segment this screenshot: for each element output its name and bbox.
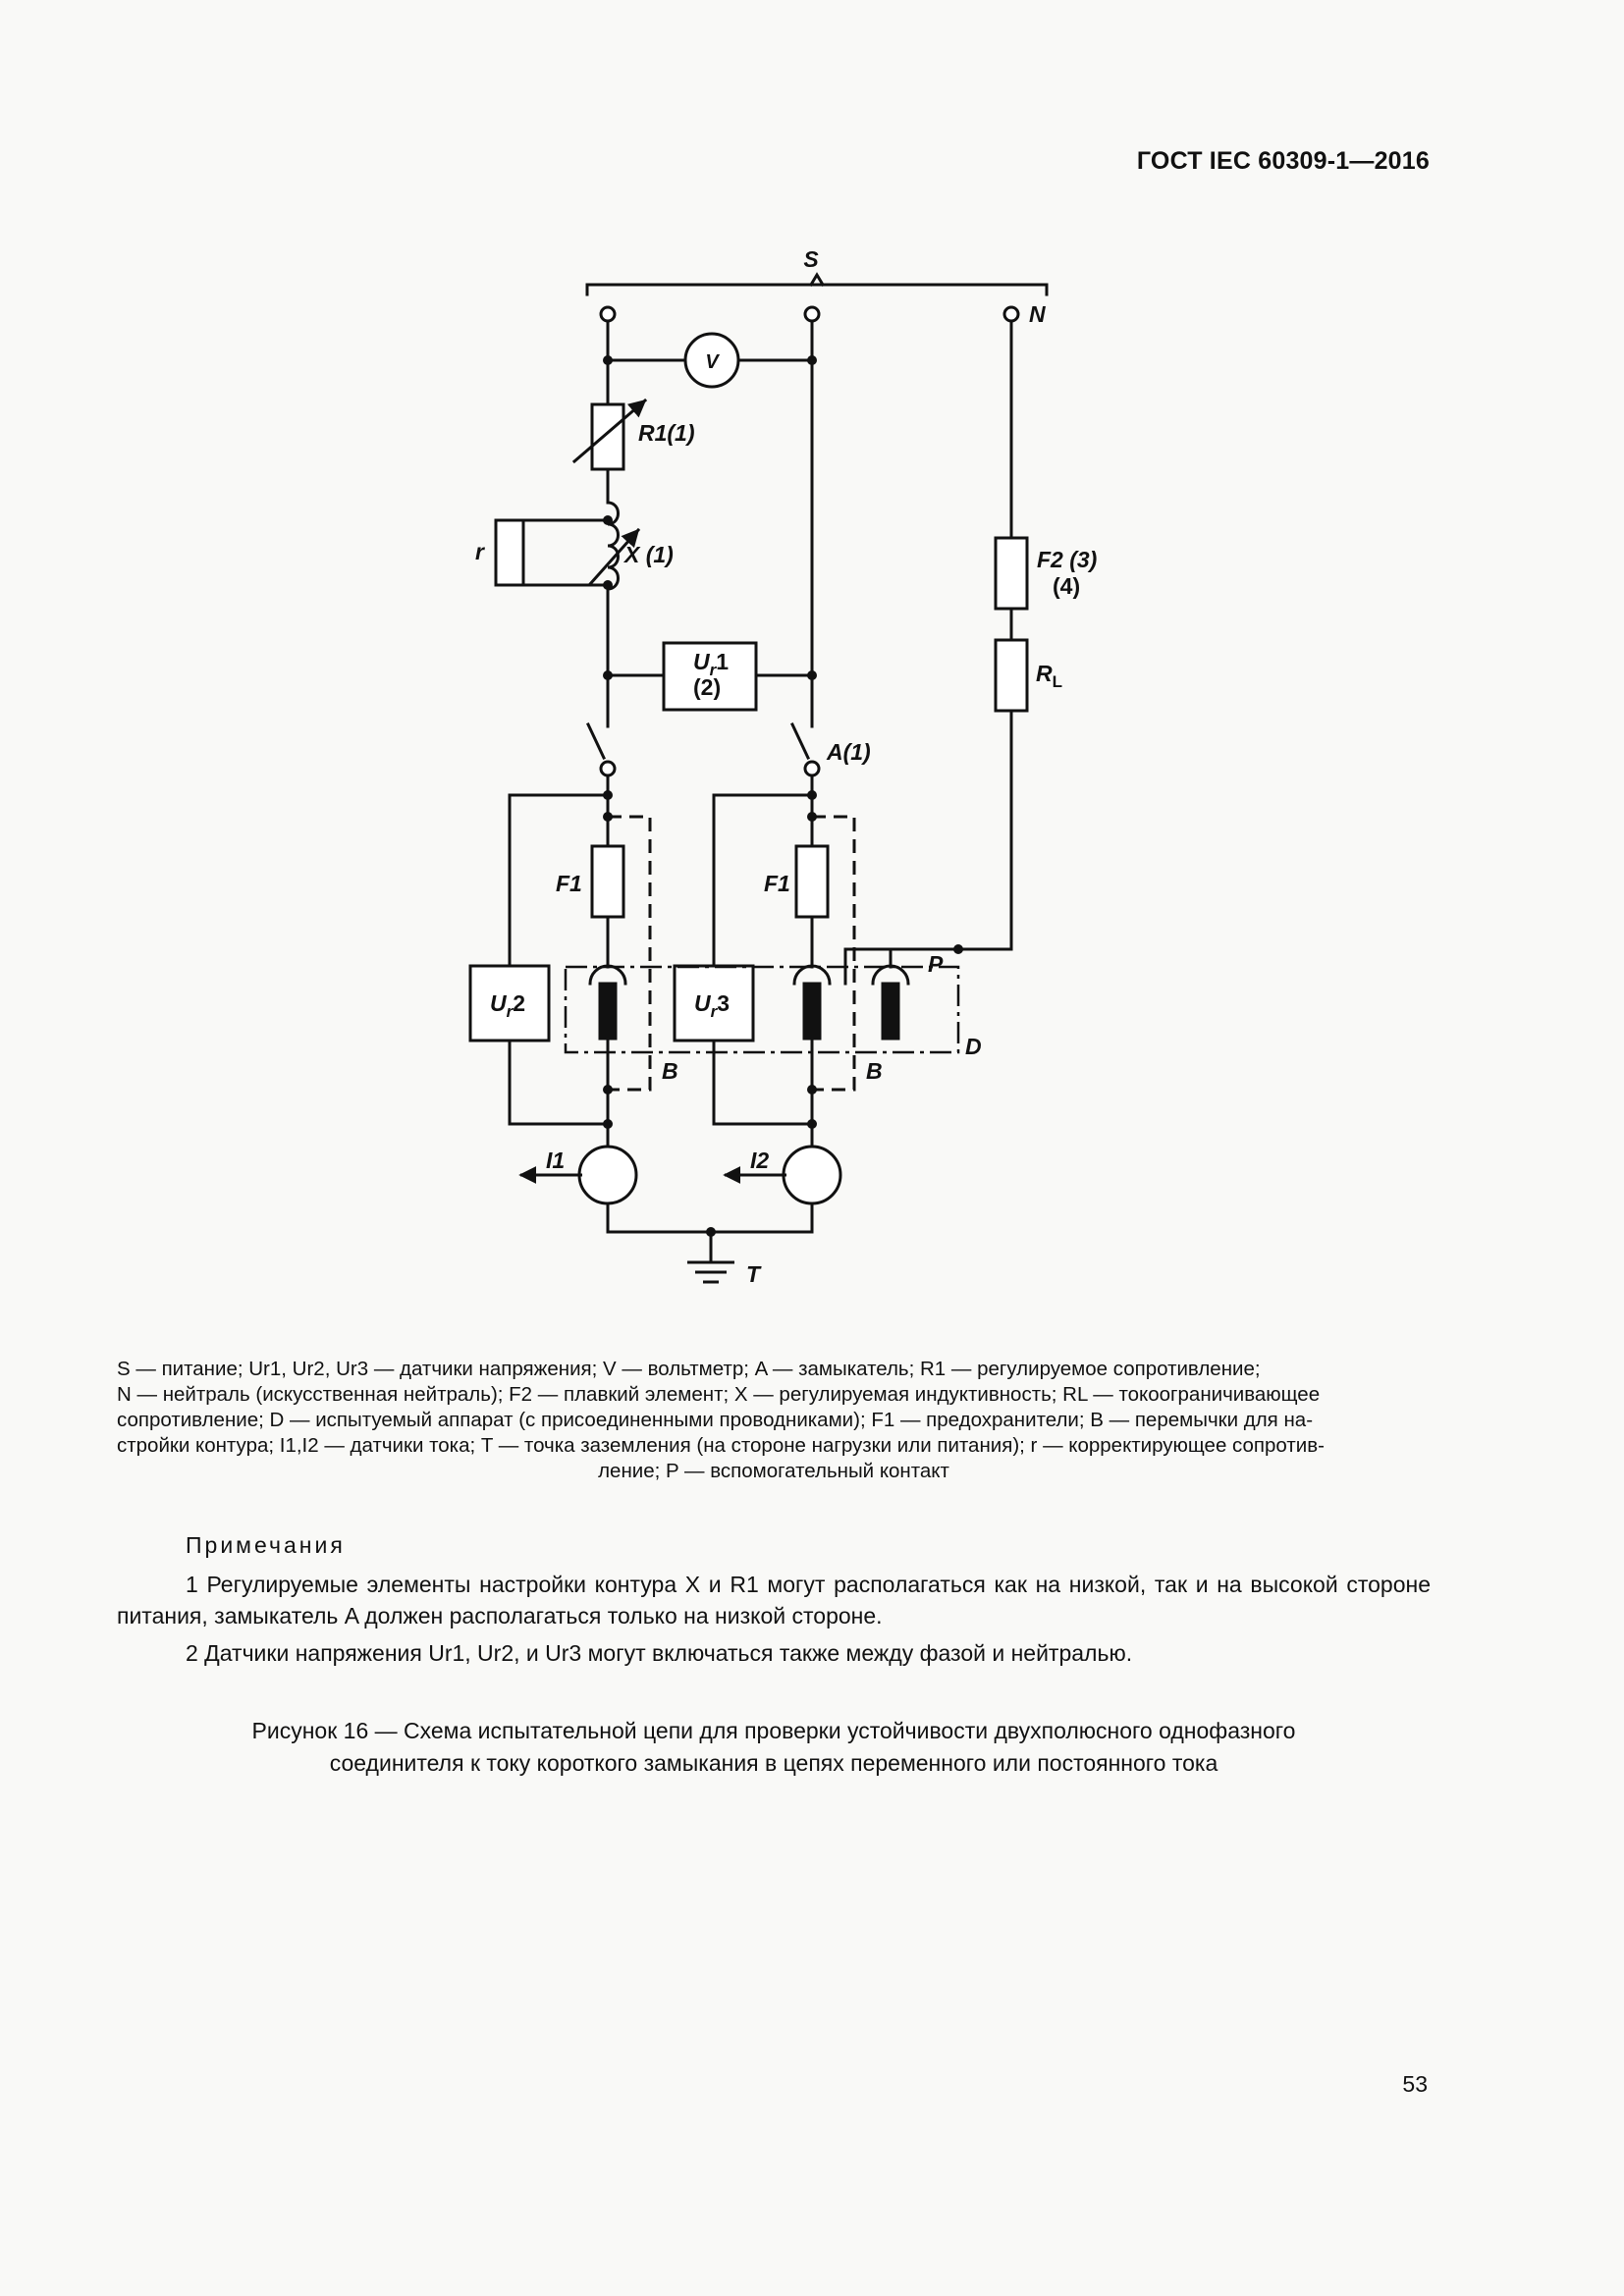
notes-title: Примечания xyxy=(186,1532,346,1558)
label-resistor-r1: R1(1) xyxy=(638,420,695,446)
current-sensor-i2 xyxy=(784,1147,840,1203)
contact-left xyxy=(590,966,625,984)
switch-right xyxy=(792,724,808,758)
switch-left xyxy=(588,724,604,758)
label-resistor-r: r xyxy=(475,539,484,564)
fuse-f1-right xyxy=(796,846,828,917)
label-ur1: $U_r1$ xyxy=(693,649,730,679)
label-fuse-f2: F2 (3) xyxy=(1037,547,1098,572)
terminal-neutral xyxy=(1004,307,1018,321)
contact-aux xyxy=(873,966,908,984)
page-number: 53 xyxy=(1402,2071,1428,2097)
label-bridge-right: B xyxy=(866,1058,883,1084)
figure-caption xyxy=(117,1715,1431,1780)
legend-line: сопротивление; D — испытуемый аппарат (с присоединенными проводниками); F1 — предохранители; B — перемычки для на- xyxy=(117,1409,1314,1431)
note-2: 2 Датчики напряжения Ur1, Ur2, и Ur3 могут включаться также между фазой и нейтралью. xyxy=(186,1640,1133,1666)
inductor-x xyxy=(608,503,619,589)
terminal-left xyxy=(601,307,615,321)
label-fuse-f1-right: F1 xyxy=(764,871,790,896)
legend-line: S — питание; Ur1, Ur2, Ur3 — датчики напряжения; V — вольтметр; A — замыкатель; R1 — регулируемое сопротивление; xyxy=(117,1358,1261,1380)
legend-line: N — нейтраль (искусственная нейтраль); F2 — плавкий элемент; X — регулируемая индуктивность; RL — токоограничивающее xyxy=(117,1383,1321,1406)
resistor-r1 xyxy=(592,404,623,469)
label-inductance: X (1) xyxy=(624,542,674,567)
fuse-f1-left xyxy=(592,846,623,917)
legend-line: ление; P — вспомогательный контакт xyxy=(598,1460,949,1482)
label-current-sensor-1: I1 xyxy=(546,1148,566,1173)
label-earth: T xyxy=(746,1261,761,1287)
label-device: D xyxy=(965,1034,982,1059)
terminal-middle xyxy=(805,307,819,321)
contact-right xyxy=(794,966,830,984)
label-neutral: N xyxy=(1029,301,1046,327)
resistor-r xyxy=(496,520,523,585)
label-switch: A(1) xyxy=(827,739,871,765)
label-ur1-note: (2) xyxy=(693,674,722,700)
label-supply: S xyxy=(803,246,819,272)
label-ur3: $U_r3$ xyxy=(694,990,731,1021)
page-header: ГОСТ IEC 60309-1—2016 xyxy=(1136,147,1430,175)
label-voltmeter: V xyxy=(705,351,719,373)
caption-line: Рисунок 16 — Схема испытательной цепи для проверки устойчивости двухполюсного однофазного xyxy=(251,1718,1296,1743)
current-sensor-i1 xyxy=(579,1147,636,1203)
resistor-rl xyxy=(996,640,1027,711)
label-ur2: $U_r2$ xyxy=(490,990,526,1021)
supply-brace xyxy=(587,285,1047,294)
label-fuse-f1-left: F1 xyxy=(556,871,582,896)
note-1: 1 Регулируемые элементы настройки контура X и R1 могут располагаться как на низкой, так и на высокой стороне питания, замыкатель A должен располагаться только на низкой стороне. xyxy=(117,1572,1431,1629)
fuse-f2 xyxy=(996,538,1027,609)
caption-line: соединителя к току короткого замыкания в цепях переменного или постоянного тока xyxy=(329,1750,1218,1776)
label-fuse-f2-note: (4) xyxy=(1053,573,1081,599)
label-current-sensor-2: I2 xyxy=(750,1148,770,1173)
label-bridge-left: B xyxy=(662,1058,678,1084)
label-aux-contact: P xyxy=(928,951,944,977)
legend-line: стройки контура; I1,I2 — датчики тока; T — точка заземления (на стороне нагрузки или питания); r — корректирующее сопротив- xyxy=(117,1434,1325,1457)
figure-legend xyxy=(117,1357,1431,1484)
label-resistor-rl: $R_L$ xyxy=(1036,661,1063,691)
